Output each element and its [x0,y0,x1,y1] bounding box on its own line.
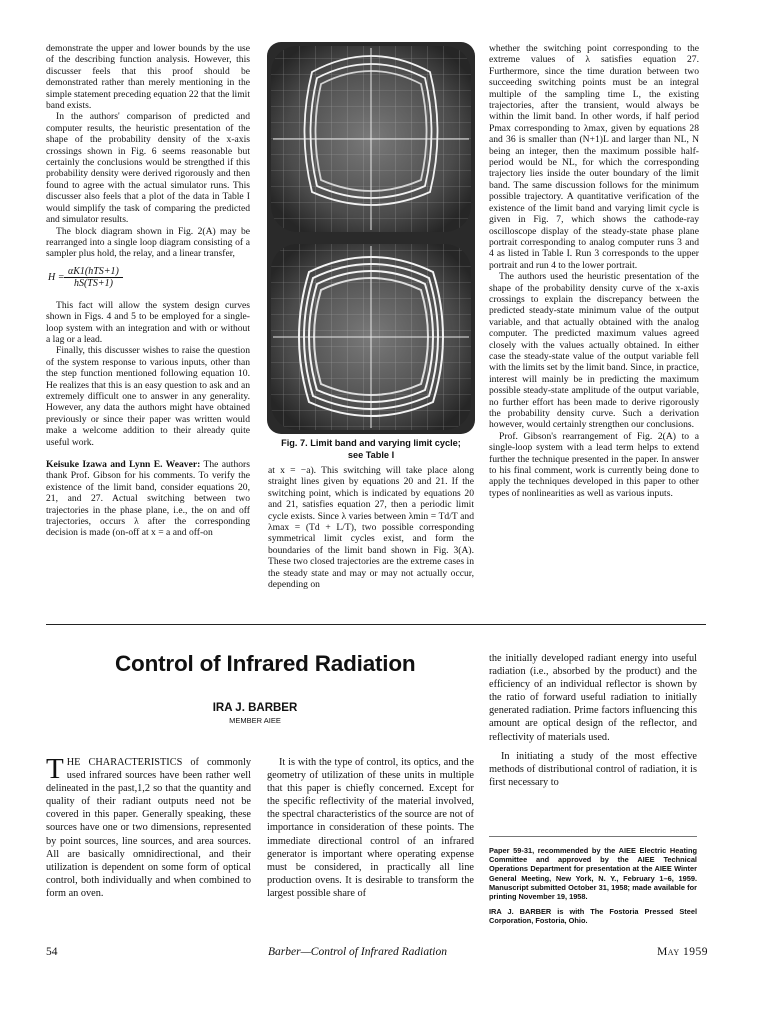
equation-denominator: hS(TS+1) [73,278,113,290]
drop-cap: T [46,753,64,785]
article-title: Control of Infrared Radiation [115,651,416,676]
paragraph: Finally, this discusser wishes to raise the question of the system response to various inputs, other than the step function mentioned following equation 10. He realizes that this is an easy question to ask and an extremely difficult one to answer in any generality. However, any data the authors might have obtained previously or since their paper was written would make a welcome addition to their already quite useful work. [46,345,250,448]
paragraph: demonstrate the upper and lower bounds by the use of the describing function analysis. However, this discusser feels that this proof should be demonstrated rather than merely mentioning in the simple statement preceding equation 22 that the limit band exists. [46,43,250,112]
paragraph: In initiating a study of the most effective methods of distributional control of radiation, it is first necessary to [489,750,697,788]
closure-text: The authors thank Prof. Gibson for his comments. To verify the existence of the limit band, consider equations 20, 21, and 27. Actual switching between two trajectories in the phase plane, i.e., the on and off trajectories, occurs λ after the corresponding decision is made (on-off at x = a and off-on [46,459,250,539]
paragraph: Prof. Gibson's rearrangement of Fig. 2(A) to a single-loop system with a lead term helps to extend further the technique presented in the paper. In answer to his final comment, work is currently being done to apply the techniques developed in this paper to other types of nonlinearities as well as various inputs. [489,430,699,499]
footnote-author-affiliation: IRA J. BARBER is with The Fostoria Pressed Steel Corporation, Fostoria, Ohio. [489,907,697,926]
equation-numerator: αK1(hTS+1) [64,266,123,278]
section-divider [46,624,706,625]
caption-line: see Table I [347,450,395,460]
article-column-2 [267,756,474,900]
paragraph: In the authors' comparison of predicted and computer results, the heuristic presentation of the shape of the probability density of the x-axis crossings shown in Fig. 6 seems reasonable but certainly the conclusions would be strengthed if this probability density were derived rigorously and then found to agree with the actual simulator runs. This discusser also feels that a plot of the data in Table I would simplify the task of comparing the predicted and simulator results. [46,111,250,226]
article-column-1 [46,753,251,900]
footnote-divider [489,836,697,837]
article-column-3 [489,652,697,789]
paragraph: The block diagram shown in Fig. 2(A) may be rearranged into a single loop diagram consisting of a sampler plus hold, the relay, and a linear transfer, [46,225,250,260]
issue-date: May 1959 [657,946,708,958]
article-author: IRA J. BARBER [212,702,298,714]
figure-caption [262,437,480,461]
paragraph: at x = −a). This switching will take place along straight lines given by equations 20 and 21. If the switching point, which is indicated by equations 20 and 21, satisfies equation 27, then a periodic limit cycle exists. Since λ varies between λmin = Td/T and λmax = (Td + L/T), two possible corresponding symmetrical limit cycles exist, and form the boundaries of the limit band shown in Fig. 3(A). These two closed trajectories are the extreme cases in the steady state and may or may not actually occur, depending on [268,465,474,591]
footnote-block [489,846,697,926]
closure-paragraph [46,459,250,539]
paragraph-text: HE CHARACTERISTICS of commonly used infrared sources have been rather well delineated in the past,1,2 so that the quantity and quality of their radiant outputs need not be covered in this paper. Generally speaking, these sources have one or two dimensions, represented by point sources, line sources, and area sources. All are basically omnidirectional, and their utilization is dependent on some form of optical control, both individually and when combined to form an oven. [46,757,251,899]
oscilloscope-figure [267,42,475,434]
paragraph: It is with the type of control, its optics, and the geometry of utilization of these units in multiple that this paper is chiefly concerned. Except for the specific reflectivity of the material involved, the spectral characteristics of the source are not of importance in consideration of these points. The immediate directional control of an infrared generator is important where operating expense must be considered, in practically all line production ovens. It is desirable to transform the largest possible share of [267,757,474,899]
discussion-column-3 [489,43,699,499]
equation-lhs: H = [48,271,65,283]
paragraph: This fact will allow the system design curves shown in Figs. 4 and 5 to be employed for a single-loop system with an integration and with or without a lag or a lead. [46,299,250,345]
paragraph: the initially developed radiant energy into useful radiation (i.e., absorbed by the product) and the efficiency of an individual reflector is shown by the ratio of forward useful radiation to initially generated radiation. Prime factors influencing this amount are optical design of the reflector, and reflectivity of materials used. [489,653,697,743]
paragraph: The authors used the heuristic presentation of the shape of the probability density curve of the x-axis crossings to explain the discrepancy between the predicted steady-state minimum value of the output variable, and that actually obtained with the analog computer. The predicted maximum values agreed closely with the values actually obtained. In either case the steady-state value of the output variable fell with the limits set by the limit band. Since, in practice, interest will mainly be in predicting the maximum possible steady-state amplitude of the output variable, no further effort has been made to derive rigorously the probability density curve. Such a derivation however, would certainly strengthen our conclusions. [489,271,699,431]
running-title: Barber—Control of Infrared Radiation [268,946,447,958]
caption-line: Fig. 7. Limit band and varying limit cycle; [281,438,461,448]
closure-authors: Keisuke Izawa and Lynn E. Weaver: [46,459,201,470]
paragraph: whether the switching point corresponding to the extreme values of λ satisfies equation 27. Furthermore, since the time duration between two succeeding switching points must be an integral multiple of the sampling time L, the existing trajectories, after the transient, would always be within the limit band. In other words, if half period Pmax corresponding to λmax, given by equations 28 and 36 is smaller than (N+1)L and larger than NL, N being an integer, then the maximum possible half-period would be NL, for which the corresponding trajectory lies inside the outer boundary of the limit band. The same discussion follows for the minimum possible trajectory. A quantitative verification of the existence of the limit band and varying limit cycle is given in Fig. 7, which shows the cathode-ray oscilloscope display of the steady-state phase plane portrait corresponding to analog computer runs 3 and 4 as listed in Table I. Run 3 corresponds to the upper portrait and run 4 to the lower portrait. [489,43,699,271]
equation [46,266,250,292]
discussion-column-1 [46,43,250,539]
page-number: 54 [46,946,58,958]
author-membership: MEMBER AIEE [229,716,281,725]
oscilloscope-photo [267,42,475,434]
footnote-paper-info: Paper 59-31, recommended by the AIEE Electric Heating Committee and approved by the AIEE Technical Operations Department for presentation at the AIEE Winter General Meeting, New York, N. Y., February 1–6, 1959. Manuscript submitted October 31, 1958; made available for printing November 19, 1958. [489,846,697,902]
discussion-column-2 [268,465,474,590]
lead-paragraph [46,753,251,900]
